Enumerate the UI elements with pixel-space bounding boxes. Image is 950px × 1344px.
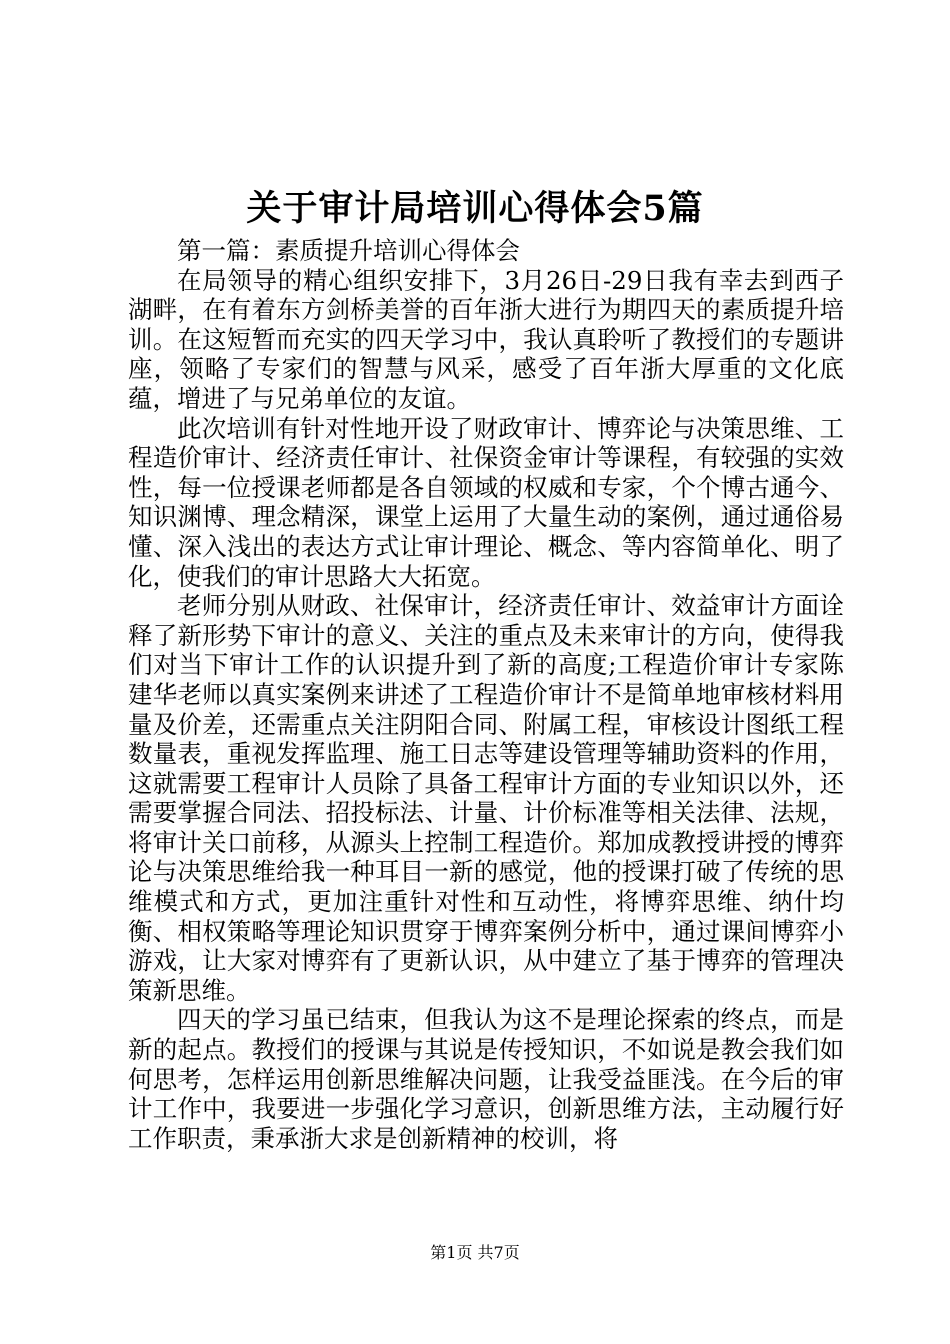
paragraph-4: 四天的学习虽已结束，但我认为这不是理论探索的终点，而是新的起点。教授们的授课与其说是传授知识，不如说是教会我们如何思考，怎样运用创新思维解决问题，让我受益匪浅。在今后的审计工作中，我要进一步强化学习意识，创新思维方法，主动履行好工作职责，秉承浙大求是创新精神的校训，将 <box>128 1005 844 1153</box>
page-number-footer: 第1页 共7页 <box>430 1243 520 1262</box>
document-body <box>128 236 844 1153</box>
section-heading: 第一篇：素质提升培训心得体会 <box>177 236 520 265</box>
paragraph-2: 此次培训有针对性地开设了财政审计、博弈论与决策思维、工程造价审计、经济责任审计、社保资金审计等课程，有较强的实效性，每一位授课老师都是各自领域的权威和专家，个个博古通今、知识渊博、理念精深，课堂上运用了大量生动的案例，通过通俗易懂、深入浅出的表达方式让审计理论、概念、等内容简单化、明了化，使我们的审计思路大大拓宽。 <box>128 413 844 591</box>
document-title: 关于审计局培训心得体会5篇 <box>246 188 704 229</box>
paragraph-3: 老师分别从财政、社保审计，经济责任审计、效益审计方面诠释了新形势下审计的意义、关注的重点及未来审计的方向，使得我们对当下审计工作的认识提升到了新的高度;工程造价审计专家陈建华老师以真实案例来讲述了工程造价审计不是简单地审核材料用量及价差，还需重点关注阴阳合同、附属工程，审核设计图纸工程数量表，重视发挥监理、施工日志等建设管理等辅助资料的作用，这就需要工程审计人员除了具备工程审计方面的专业知识以外，还需要掌握合同法、招投标法、计量、计价标准等相关法律、法规，将审计关口前移，从源头上控制工程造价。郑加成教授讲授的博弈论与决策思维给我一种耳目一新的感觉，他的授课打破了传统的思维模式和方式，更加注重针对性和互动性，将博弈思维、纳什均衡、相权策略等理论知识贯穿于博弈案例分析中，通过课间博弈小游戏，让大家对博弈有了更新认识，从中建立了基于博弈的管理决策新思维。 <box>128 591 844 1005</box>
paragraph-1: 在局领导的精心组织安排下，3月26日-29日我有幸去到西子湖畔，在有着东方剑桥美誉的百年浙大进行为期四天的素质提升培训。在这短暂而充实的四天学习中，我认真聆听了教授们的专题讲座，领略了专家们的智慧与风采，感受了百年浙大厚重的文化底蕴，增进了与兄弟单位的友谊。 <box>128 265 844 413</box>
